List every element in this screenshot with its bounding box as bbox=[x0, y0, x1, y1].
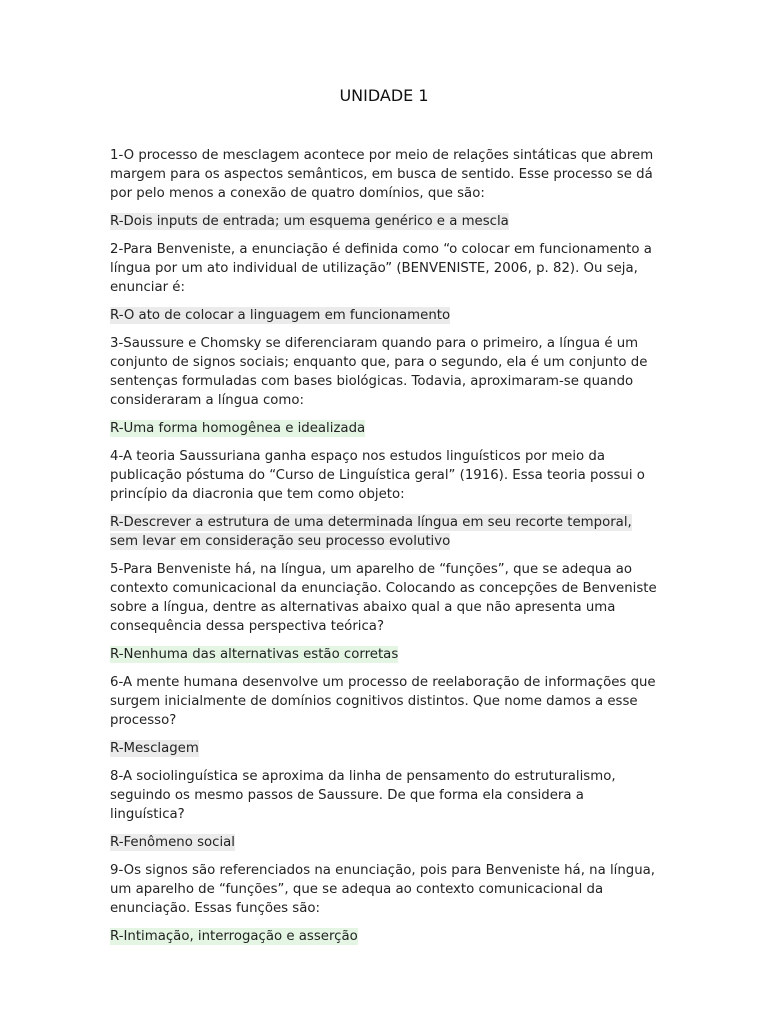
answer-1 bbox=[110, 212, 660, 231]
answer-8 bbox=[110, 833, 660, 852]
answer-5-text: R-Nenhuma das alternativas estão corretas bbox=[110, 647, 399, 662]
page-title: UNIDADE 1 bbox=[339, 86, 429, 105]
answer-4 bbox=[110, 513, 660, 551]
answer-2-text: R-O ato de colocar a linguagem em funcionamento bbox=[110, 308, 451, 323]
document-body bbox=[110, 146, 660, 955]
answer-6 bbox=[110, 739, 660, 758]
answer-1-text: R-Dois inputs de entrada; um esquema genérico e a mescla bbox=[110, 214, 509, 229]
answer-8-text: R-Fenômeno social bbox=[110, 835, 235, 850]
answer-5 bbox=[110, 645, 660, 664]
question-4: 4-A teoria Saussuriana ganha espaço nos estudos linguísticos por meio da publicação póstuma do “Curso de Linguística geral” (1916). Essa teoria possui o princípio da diacronia que tem como objeto: bbox=[110, 449, 645, 502]
question-6: 6-A mente humana desenvolve um processo de reelaboração de informações que surgem inicialmente de domínios cognitivos distintos. Que nome damos a esse processo? bbox=[110, 675, 656, 728]
answer-9 bbox=[110, 927, 660, 946]
question-2: 2-Para Benveniste, a enunciação é definida como “o colocar em funcionamento a língua por um ato individual de utilização” (BENVENISTE, 2006, p. 82). Ou seja, enunciar é: bbox=[110, 242, 652, 295]
answer-3-text: R-Uma forma homogênea e idealizada bbox=[110, 421, 366, 436]
answer-3 bbox=[110, 419, 660, 438]
answer-9-text: R-Intimação, interrogação e asserção bbox=[110, 929, 358, 944]
question-3: 3-Saussure e Chomsky se diferenciaram quando para o primeiro, a língua é um conjunto de signos sociais; enquanto que, para o segundo, ela é um conjunto de sentenças formuladas com bases biológicas. Todavia, aproximaram-se quando consideraram a língua como: bbox=[110, 336, 648, 408]
answer-6-text: R-Mesclagem bbox=[110, 741, 199, 756]
answer-4-text: R-Descrever a estrutura de uma determinada língua em seu recorte temporal, sem levar em consideração seu processo evolutivo bbox=[110, 515, 632, 549]
question-5: 5-Para Benveniste há, na língua, um aparelho de “funções”, que se adequa ao contexto comunicacional da enunciação. Colocando as concepções de Benveniste sobre a língua, dentre as alternativas abaixo qual a que não apresenta uma consequência dessa perspectiva teórica? bbox=[110, 562, 657, 634]
question-8: 8-A sociolinguística se aproxima da linha de pensamento do estruturalismo, seguindo os mesmo passos de Saussure. De que forma ela considera a linguística? bbox=[110, 769, 616, 822]
answer-2 bbox=[110, 306, 660, 325]
question-9: 9-Os signos são referenciados na enunciação, pois para Benveniste há, na língua, um aparelho de “funções”, que se adequa ao contexto comunicacional da enunciação. Essas funções são: bbox=[110, 863, 656, 916]
question-1: 1-O processo de mesclagem acontece por meio de relações sintáticas que abrem margem para os aspectos semânticos, em busca de sentido. Esse processo se dá por pelo menos a conexão de quatro domínios, que são: bbox=[110, 148, 654, 201]
